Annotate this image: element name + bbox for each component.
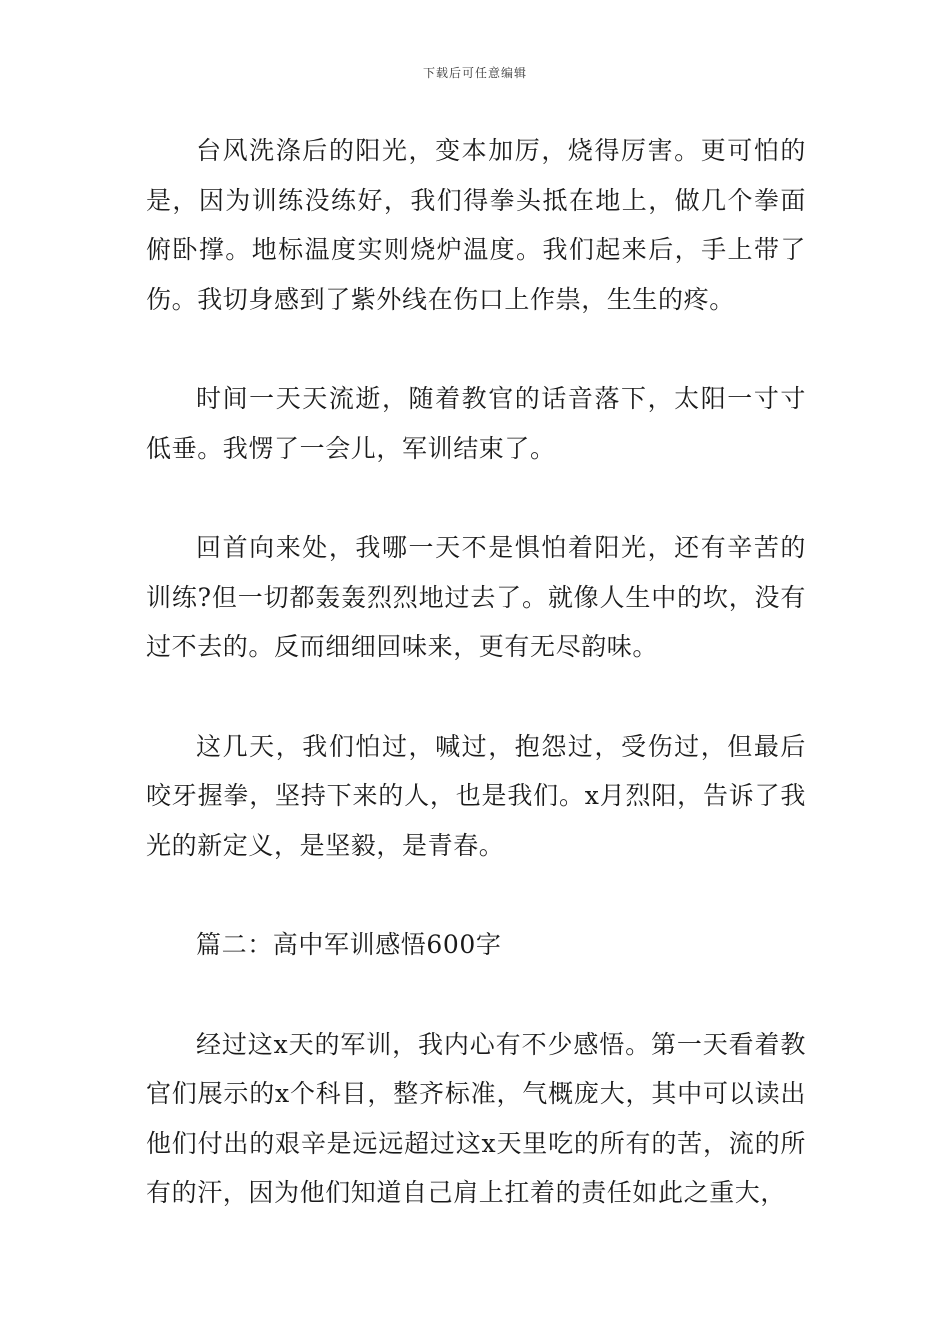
paragraph-gap bbox=[146, 672, 806, 722]
document-body bbox=[146, 126, 806, 1218]
paragraph-1: 台风洗涤后的阳光，变本加厉，烧得厉害。更可怕的是，因为训练没练好，我们得拳头抵在地上，做几个拳面俯卧撑。地标温度实则烧炉温度。我们起来后，手上带了伤。我切身感到了紫外线在伤口上作祟，生生的疼。 bbox=[146, 136, 806, 314]
paragraph-2: 时间一天天流逝，随着教官的话音落下，太阳一寸寸低垂。我愣了一会儿，军训结束了。 bbox=[146, 384, 806, 463]
paragraph-gap bbox=[146, 970, 806, 1020]
paragraph-gap bbox=[146, 324, 806, 374]
paragraph-5: 经过这x天的军训，我内心有不少感悟。第一天看着教官们展示的x个科目，整齐标准，气概庞大，其中可以读出他们付出的艰辛是远远超过这x天里吃的所有的苦，流的所有的汗，因为他们知道自己肩上扛着的责任如此之重大， bbox=[146, 1029, 806, 1207]
paragraph-3: 回首向来处，我哪一天不是惧怕着阳光，还有辛苦的训练?但一切都轰轰烈烈地过去了。就像人生中的坎，没有过不去的。反而细细回味来，更有无尽韵味。 bbox=[146, 533, 806, 661]
header-note: 下载后可任意编辑 bbox=[422, 66, 527, 80]
paragraph-gap bbox=[146, 473, 806, 523]
section-heading: 篇二：高中军训感悟600字 bbox=[196, 930, 502, 959]
paragraph-gap bbox=[146, 870, 806, 920]
paragraph-4: 这几天，我们怕过，喊过，抱怨过，受伤过，但最后咬牙握拳，坚持下来的人，也是我们。x月烈阳，告诉了我光的新定义，是坚毅，是青春。 bbox=[146, 731, 806, 860]
